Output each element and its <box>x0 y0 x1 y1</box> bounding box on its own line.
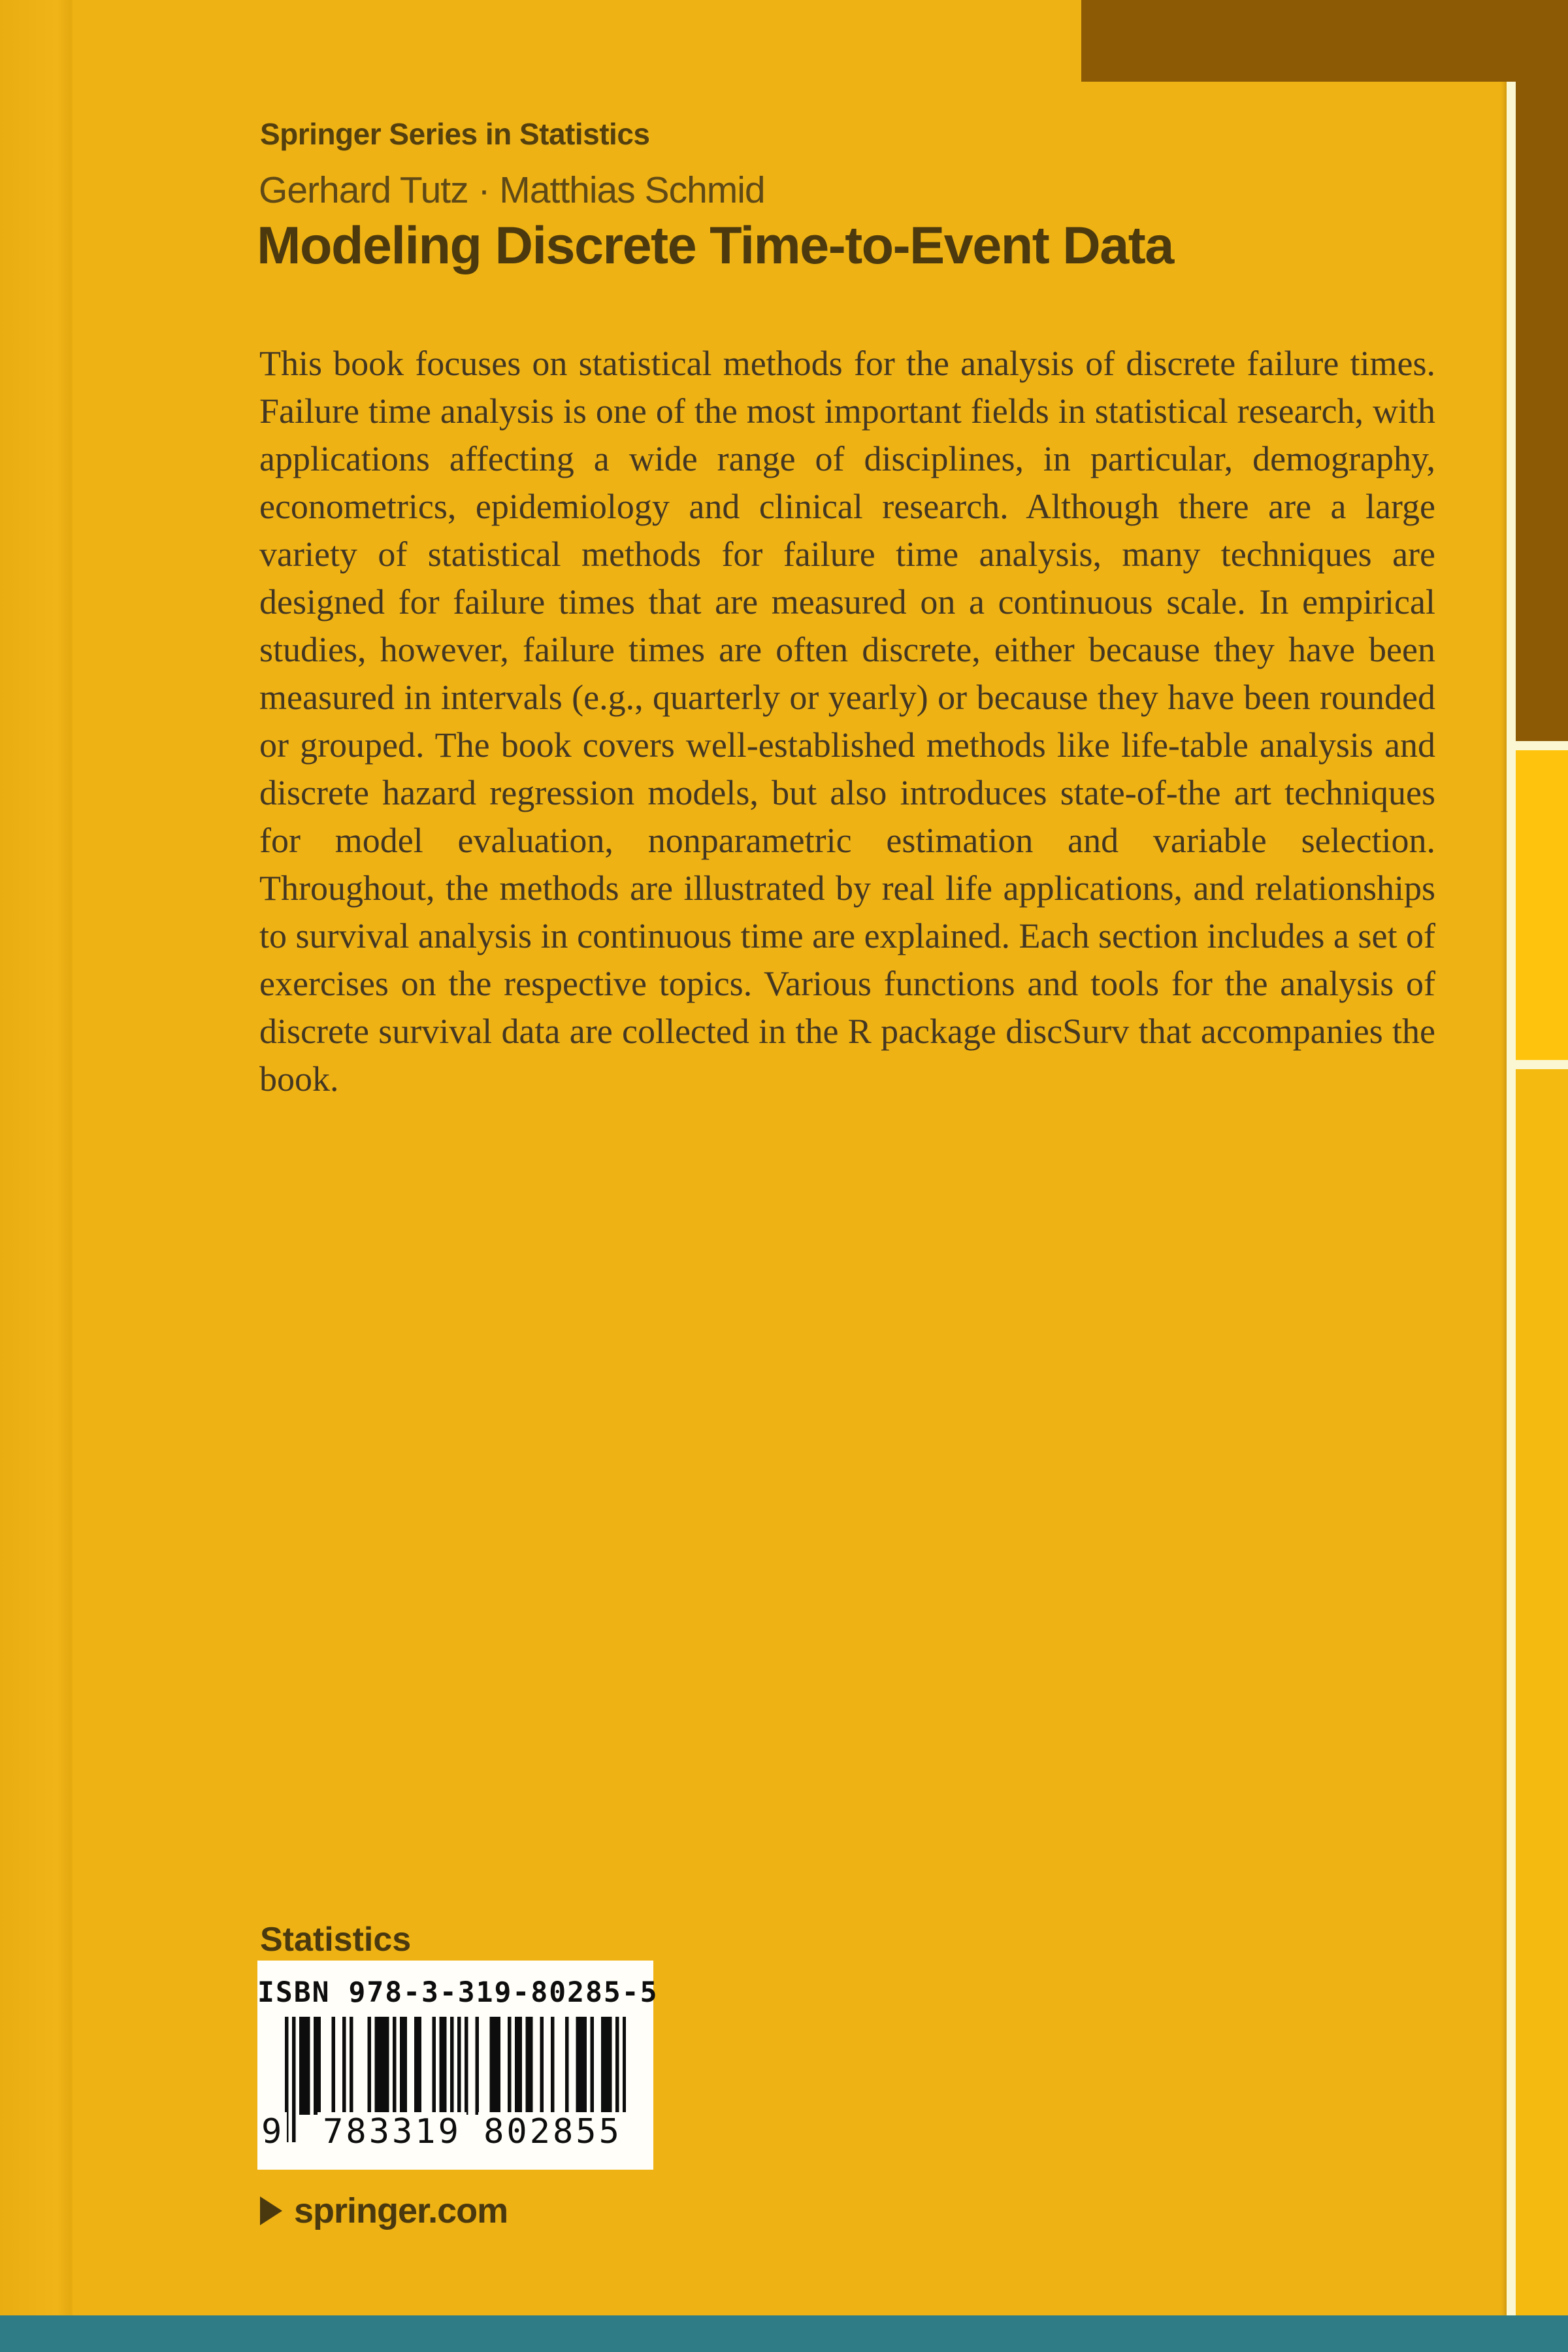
publisher-website-line <box>260 2191 508 2231</box>
arrow-right-icon <box>260 2196 282 2225</box>
isbn-barcode-box <box>257 1961 659 2170</box>
category-label: Statistics <box>260 1921 412 1959</box>
isbn-label: ISBN 978-3-319-80285-5 <box>257 1976 659 2009</box>
bottom-teal-band <box>0 2315 1568 2352</box>
ean-digit-first: 9 <box>259 2112 287 2151</box>
edge-divider-line <box>1507 0 1516 2352</box>
top-brown-band <box>1081 0 1568 82</box>
spine-crease <box>0 0 73 2352</box>
series-title: Springer Series in Statistics <box>260 117 650 151</box>
edge-strip-lower-segment <box>1516 1069 1568 2352</box>
ean-digit-group1: 783319 <box>318 2112 466 2151</box>
page-title: Modeling Discrete Time-to-Event Data <box>257 216 1173 275</box>
publisher-website: springer.com <box>294 2191 508 2230</box>
ean-digit-group2: 802855 <box>478 2112 627 2151</box>
edge-strip-brown-segment <box>1516 0 1568 741</box>
edge-strip-yellow-segment <box>1516 750 1568 1060</box>
back-cover-blurb: This book focuses on statistical methods for the analysis of discrete failure times. Failure time analysis is one of the most important fields in statistical research, with applications affecting a wide range of disciplines, in particular, demography, econometrics, epidemiology and clinical research. Although there are a large variety of statistical methods for failure time analysis, many techniques are designed for failure times that are measured on a continuous scale. In empirical studies, however, failure times are often discrete, either because they have been measured in intervals (e.g., quarterly or yearly) or because they have been rounded or grouped. The book covers well-established methods like life-table analysis and discrete hazard regression models, but also introduces state-of-the art techniques for model evaluation, nonparametric estimation and variable selection. Throughout, the methods are illustrated by real life applications, and relationships to survival analysis in continuous time are explained. Each section includes a set of exercises on the respective topics. Various functions and tools for the analysis of discrete survival data are collected in the R package discSurv that accompanies the book. <box>259 344 1435 1099</box>
authors: Gerhard Tutz · Matthias Schmid <box>259 169 765 211</box>
ean-digits-row <box>257 2112 653 2155</box>
edge-strip-divider-top <box>1507 741 1568 750</box>
edge-strip-divider-bottom <box>1507 1060 1568 1069</box>
